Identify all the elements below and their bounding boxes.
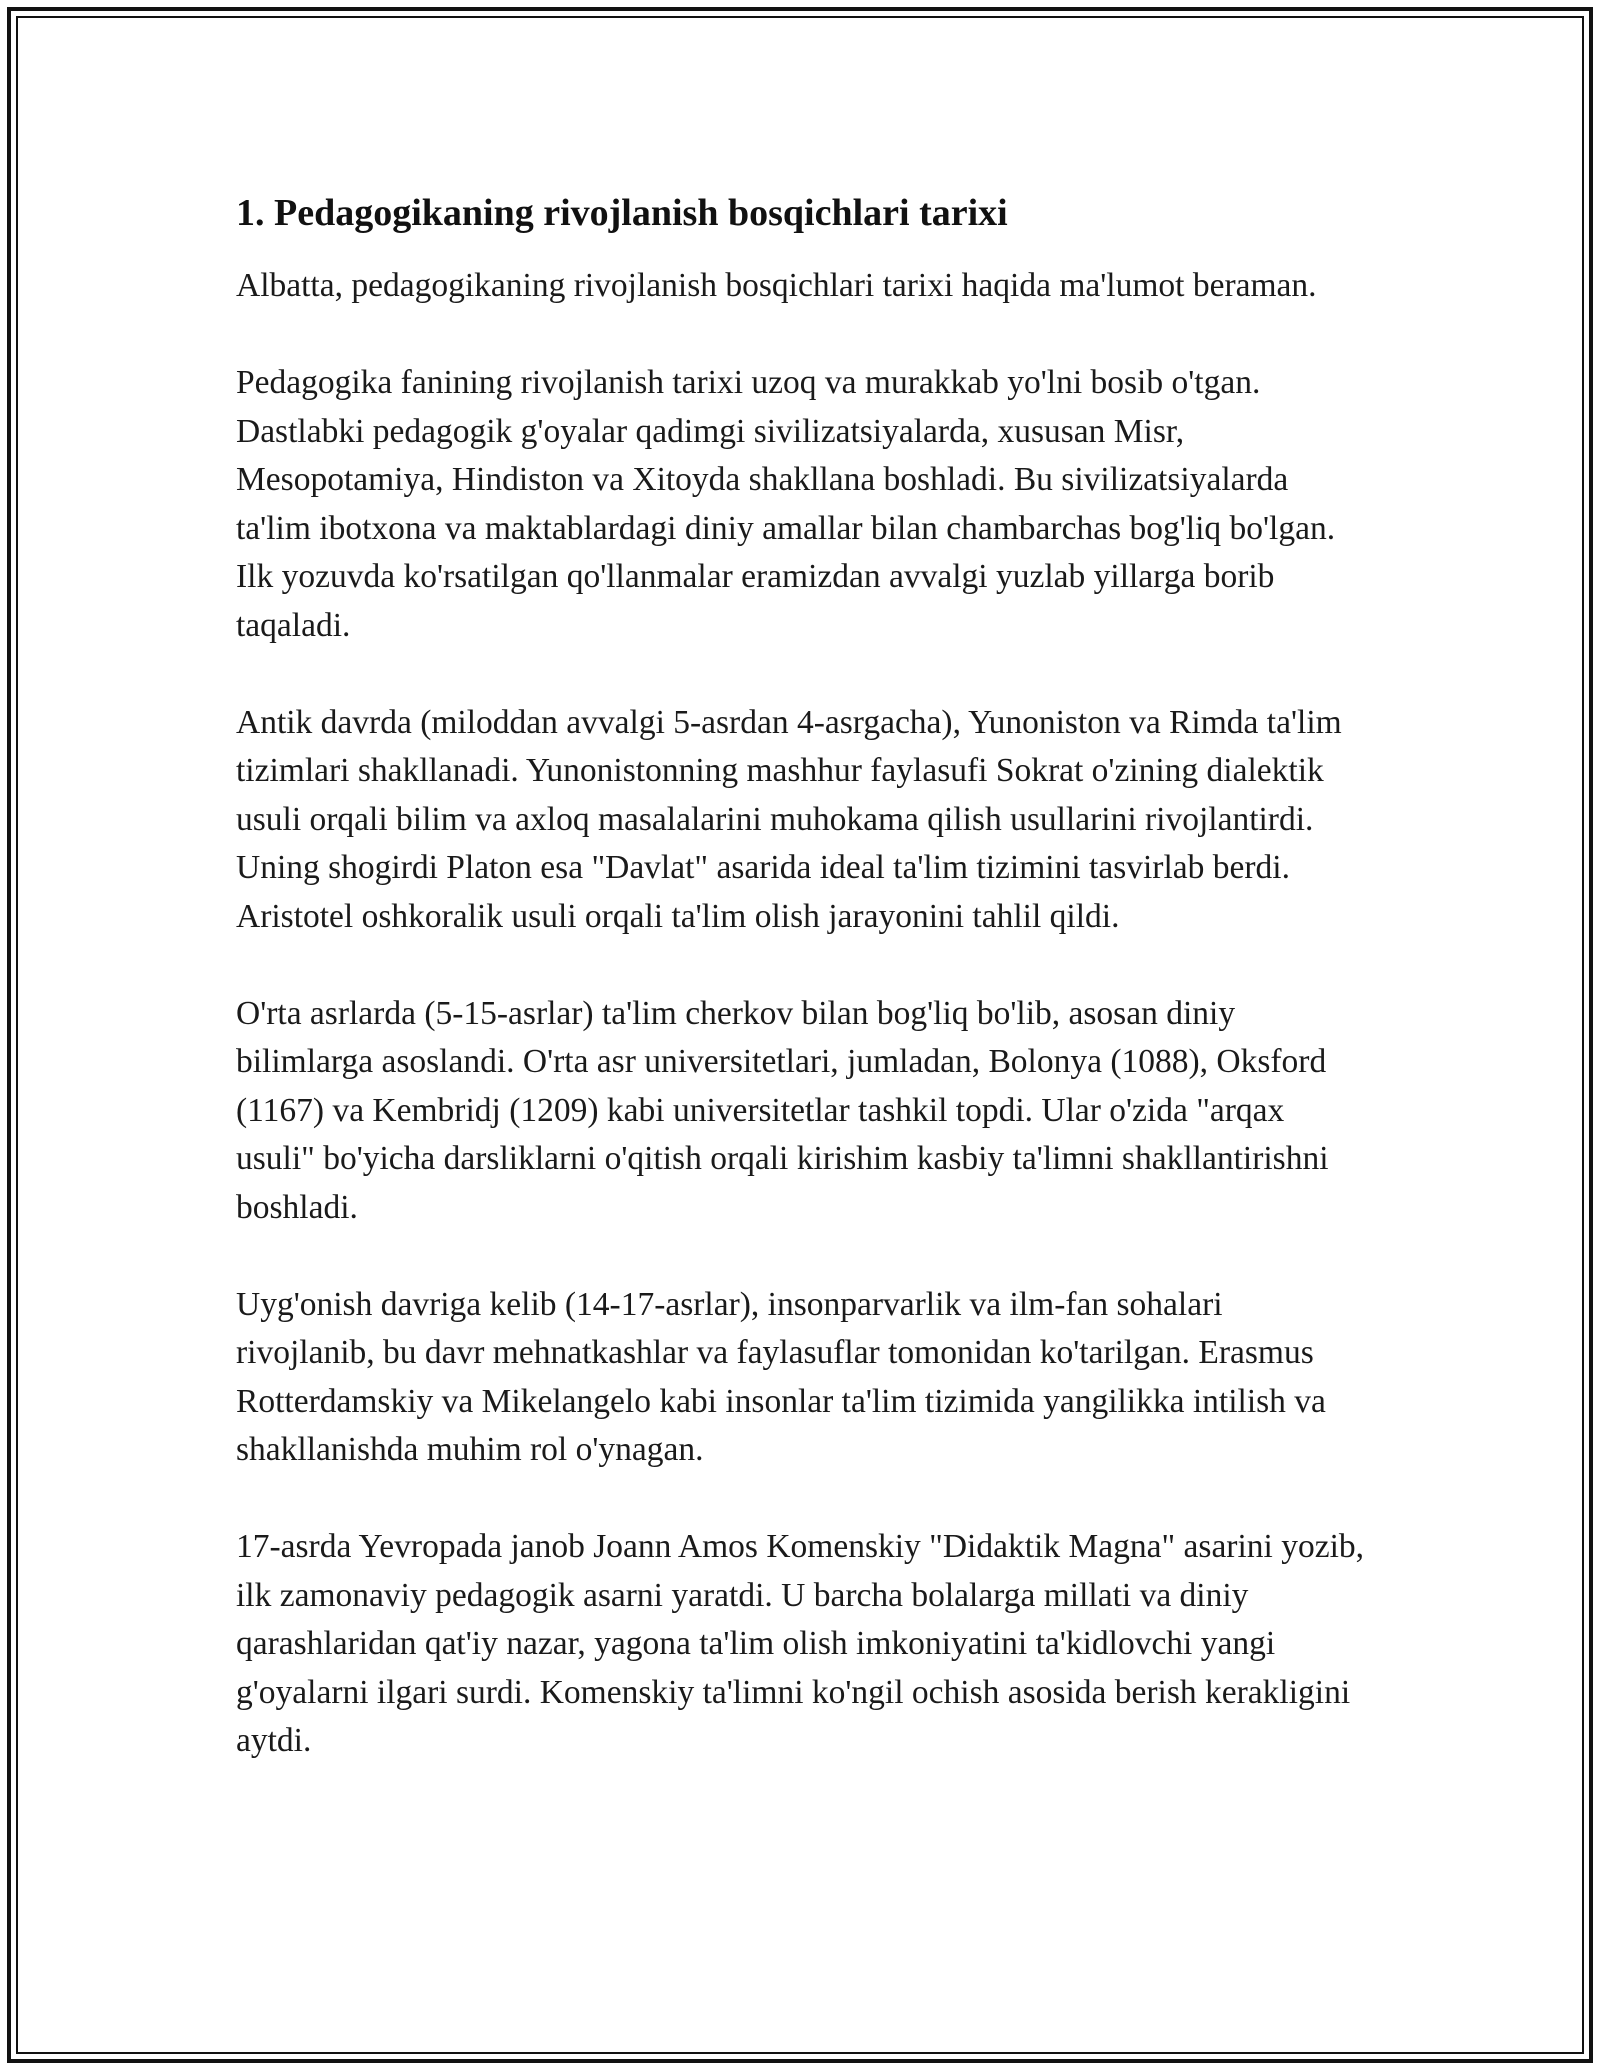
document-body (236, 188, 1366, 1814)
paragraph-intro: Albatta, pedagogikaning rivojlanish bosqichlari tarixi haqida ma'lumot beraman. (236, 267, 1317, 304)
paragraph-middle-ages: O'rta asrlarda (5-15-asrlar) ta'lim cherkov bilan bog'liq bo'lib, asosan diniy bilimlarga asoslandi. O'rta asr universitetlari, jumladan, Bolonya (1088), Oksford (1167) va Kembridj (1209) kabi universitetlar tashkil topdi. Ular o'zida "arqax usuli" bo'yicha darsliklarni o'qitish orqali kirishim kasbiy ta'limni shakllantirishni boshladi. (236, 994, 1329, 1226)
paragraph-komensky: 17-asrda Yevropada janob Joann Amos Komenskiy "Didaktik Magna" asarini yozib, ilk zamonaviy pedagogik asarni yaratdi. U barcha bolalarga millati va diniy qarashlaridan qat'iy nazar, yagona ta'lim olish imkoniyatini ta'kidlovchi yangi g'oyalarni ilgari surdi. Komenskiy ta'limni ko'ngil ochish asosida berish kerakligini aytdi. (236, 1528, 1365, 1759)
document-title: 1. Pedagogikaning rivojlanish bosqichlari tarixi (236, 192, 1008, 234)
paragraph-antiquity: Antik davrda (miloddan avvalgi 5-asrdan 4-asrgacha), Yunoniston va Rimda ta'lim tizimlari shakllanadi. Yunonistonning mashhur faylasufi Sokrat o'zining dialektik usuli orqali bilim va axloq masalalarini muhokama qilish usullarini rivojlantirdi. Uning shogirdi Platon esa "Davlat" asarida ideal ta'lim tizimini tasvirlab berdi. Aristotel oshkoralik usuli orqali ta'lim olish jarayonini tahlil qildi. (236, 703, 1342, 935)
paragraph-ancient-civilizations: Pedagogika fanining rivojlanish tarixi uzoq va murakkab yo'lni bosib o'tgan. Dastlabki pedagogik g'oyalar qadimgi sivilizatsiyalarda, xususan Misr, Mesopotamiya, Hindiston va Xitoyda shakllana boshladi. Bu sivilizatsiyalarda ta'lim ibotxona va maktablardagi diniy amallar bilan chambarchas bog'liq bo'lgan. Ilk yozuvda ko'rsatilgan qo'llanmalar eramizdan avvalgi yuzlab yillarga borib taqaladi. (236, 364, 1336, 644)
paragraph-renaissance: Uyg'onish davriga kelib (14-17-asrlar), insonparvarlik va ilm-fan sohalari rivojlanib, bu davr mehnatkashlar va faylasuflar tomonidan ko'tarilgan. Erasmus Rotterdamskiy va Mikelangelo kabi insonlar ta'lim tizimida yangilikka intilish va shakllanishda muhim rol o'ynagan. (236, 1285, 1326, 1468)
